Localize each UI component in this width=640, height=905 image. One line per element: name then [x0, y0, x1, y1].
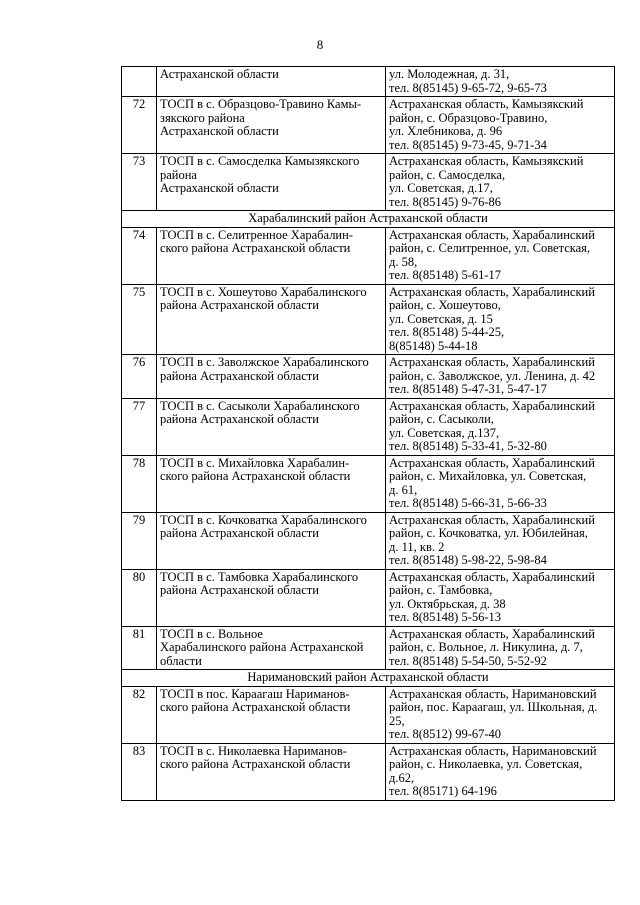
table-row [122, 512, 615, 569]
table-row [122, 355, 615, 399]
row-number: 79 [122, 512, 157, 569]
table-row [122, 227, 615, 284]
table-row [122, 284, 615, 355]
office-address: Астраханская область, Харабалинский район, с. Сасыколи, ул. Советская, д.137, тел. 8(85148) 5-33-41, 5-32-80 [386, 398, 615, 455]
district-title: Харабалинский район Астраханской области [122, 211, 615, 228]
table-row [122, 154, 615, 211]
table-row [122, 455, 615, 512]
row-number: 81 [122, 626, 157, 670]
office-name: ТОСП в с. Вольное Харабалинского района Астраханской области [157, 626, 386, 670]
table-row [122, 97, 615, 154]
district-header-row [122, 211, 615, 228]
office-name: ТОСП в с. Сасыколи Харабалинского района Астраханской области [157, 398, 386, 455]
office-address: Астраханская область, Харабалинский район, с. Заволжское, ул. Ленина, д. 42 тел. 8(85148) 5-47-31, 5-47-17 [386, 355, 615, 399]
district-header-row [122, 670, 615, 687]
office-name: ТОСП в с. Николаевка Нариманов- ского района Астраханской области [157, 743, 386, 800]
table-row [122, 686, 615, 743]
office-name: ТОСП в с. Кочковатка Харабалинского района Астраханской области [157, 512, 386, 569]
office-address: Астраханская область, Харабалинский район, с. Селитренное, ул. Советская, д. 58, тел. 8(85148) 5-61-17 [386, 227, 615, 284]
office-name: ТОСП в с. Селитренное Харабалин- ского района Астраханской области [157, 227, 386, 284]
row-number: 82 [122, 686, 157, 743]
row-number [122, 67, 157, 97]
row-number: 78 [122, 455, 157, 512]
row-number: 76 [122, 355, 157, 399]
table-row [122, 743, 615, 800]
office-name: ТОСП в с. Заволжское Харабалинского района Астраханской области [157, 355, 386, 399]
district-title: Наримановский район Астраханской области [122, 670, 615, 687]
row-number: 72 [122, 97, 157, 154]
office-name: ТОСП в с. Тамбовка Харабалинского района Астраханской области [157, 569, 386, 626]
registry-table-body [122, 67, 615, 801]
row-number: 73 [122, 154, 157, 211]
office-address: Астраханская область, Камызякский район, с. Самосделка, ул. Советская, д.17, тел. 8(85145) 9-76-86 [386, 154, 615, 211]
office-name: ТОСП в с. Самосделка Камызякского района Астраханской области [157, 154, 386, 211]
table-row [122, 67, 615, 97]
registry-table [121, 66, 615, 801]
row-number: 80 [122, 569, 157, 626]
page-number: 8 [316, 37, 324, 52]
row-number: 75 [122, 284, 157, 355]
table-row [122, 626, 615, 670]
office-address: Астраханская область, Харабалинский район, с. Тамбовка, ул. Октябрьская, д. 38 тел. 8(85148) 5-56-13 [386, 569, 615, 626]
office-address: Астраханская область, Харабалинский район, с. Кочковатка, ул. Юбилейная, д. 11, кв. 2 тел. 8(85148) 5-98-22, 5-98-84 [386, 512, 615, 569]
office-address: Астраханская область, Наримановский район, с. Николаевка, ул. Советская, д.62, тел. 8(85171) 64-196 [386, 743, 615, 800]
office-name: Астраханской области [157, 67, 386, 97]
office-address: Астраханская область, Харабалинский район, с. Михайловка, ул. Советская, д. 61, тел. 8(85148) 5-66-31, 5-66-33 [386, 455, 615, 512]
table-row [122, 569, 615, 626]
table-row [122, 398, 615, 455]
office-address: Астраханская область, Камызякский район, с. Образцово-Травино, ул. Хлебникова, д. 96 тел. 8(85145) 9-73-45, 9-71-34 [386, 97, 615, 154]
office-name: ТОСП в с. Образцово-Травино Камы- зякского района Астраханской области [157, 97, 386, 154]
office-name: ТОСП в пос. Караагаш Нариманов- ского района Астраханской области [157, 686, 386, 743]
office-address: Астраханская область, Харабалинский район, с. Вольное, л. Никулина, д. 7, тел. 8(85148) 5-54-50, 5-52-92 [386, 626, 615, 670]
office-name: ТОСП в с. Михайловка Харабалин- ского района Астраханской области [157, 455, 386, 512]
office-address: ул. Молодежная, д. 31, тел. 8(85145) 9-65-72, 9-65-73 [386, 67, 615, 97]
office-address: Астраханская область, Харабалинский район, с. Хошеутово, ул. Советская, д. 15 тел. 8(85148) 5-44-25, 8(85148) 5-44-18 [386, 284, 615, 355]
office-address: Астраханская область, Наримановский район, пос. Караагаш, ул. Школьная, д. 25, тел. 8(8512) 99-67-40 [386, 686, 615, 743]
row-number: 77 [122, 398, 157, 455]
row-number: 83 [122, 743, 157, 800]
row-number: 74 [122, 227, 157, 284]
office-name: ТОСП в с. Хошеутово Харабалинского района Астраханской области [157, 284, 386, 355]
